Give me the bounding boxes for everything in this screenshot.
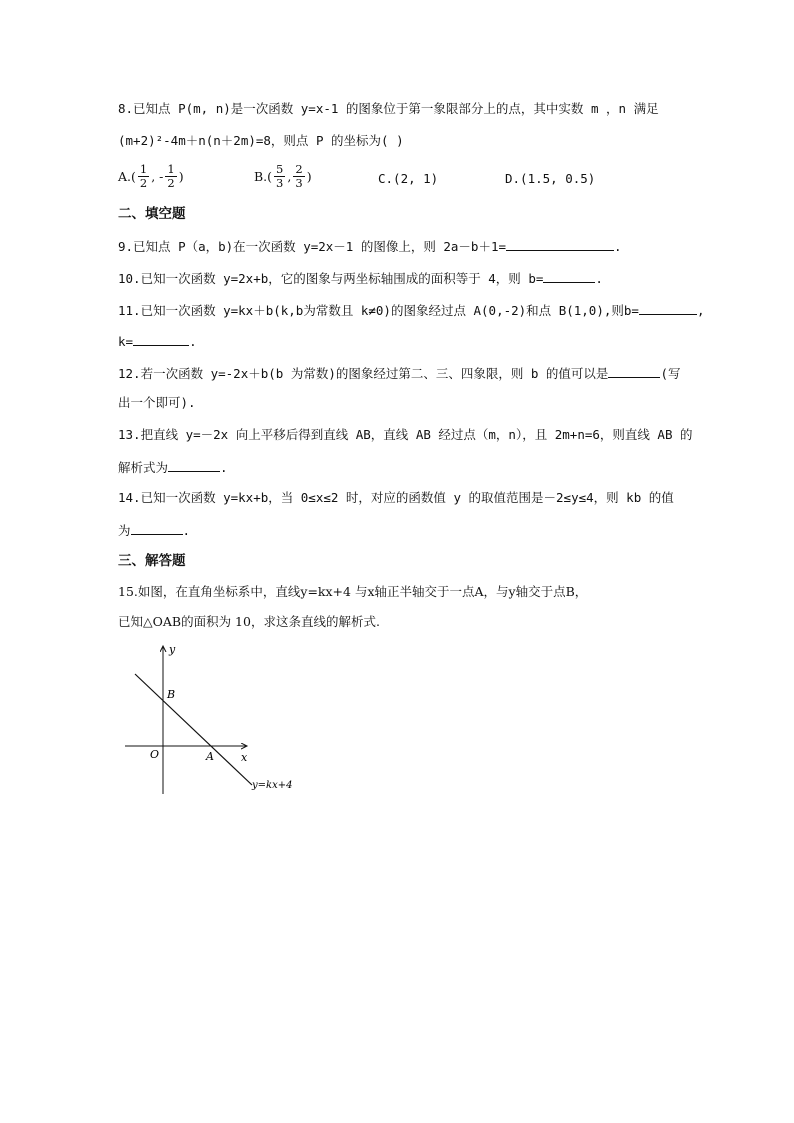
answer-blank[interactable] xyxy=(133,331,189,346)
answer-blank[interactable] xyxy=(608,363,660,378)
fraction: $\frac{5}{3}$ xyxy=(276,162,284,190)
q15-line1: 15.如图，在直角坐标系中，直线y=kx+4 与x轴正半轴交于一点A，与y轴交于点B， xyxy=(118,584,588,599)
q13-line1: 13.把直线 y=－2x 向上平移后得到直线 AB，直线 AB 经过点（m，n），且 2m+n=6，则直线 AB 的 xyxy=(118,427,693,442)
option-b-label: B.( xyxy=(254,169,273,184)
section-heading-solutions: 三、解答题 xyxy=(118,553,186,569)
q8-option-a[interactable]: A.( $\frac{1}{2}$ , - $\frac{1}{2}$ ) xyxy=(118,162,184,190)
q11: 11.已知一次函数 y=kx＋b(k,b为常数且 k≠0)的图象经过点 A(0,-2)和点 B(1,0),则b= , xyxy=(118,300,704,320)
q8-option-c[interactable]: C.(2, 1) xyxy=(378,171,439,186)
line-y-kx-plus-4 xyxy=(135,674,252,785)
q13-line2: 解析式为 . xyxy=(118,457,228,477)
q8-line1: 8.已知点 P(m, n)是一次函数 y=x-1 的图象位于第一象限部分上的点，其中实数 m ，n 满足 xyxy=(118,101,659,116)
section-heading-fill-in: 二、填空题 xyxy=(118,206,186,222)
fraction: $\frac{1}{2}$ xyxy=(139,162,148,190)
point-a-label: A xyxy=(206,750,214,763)
point-b-label: B xyxy=(167,688,176,701)
q8-line2: (m+2)²-4m＋n(n＋2m)=8，则点 P 的坐标为( ) xyxy=(118,133,404,148)
q15-line2: 已知△OAB的面积为 10，求这条直线的解析式. xyxy=(118,614,380,629)
answer-blank[interactable] xyxy=(543,268,595,283)
answer-blank[interactable] xyxy=(131,520,183,535)
q14-line1: 14.已知一次函数 y=kx+b，当 0≤x≤2 时，对应的函数值 y 的取值范围是－2≤y≤4，则 kb 的值 xyxy=(118,490,674,505)
origin-label: O xyxy=(150,748,160,761)
fraction: $\frac{1}{2}$ xyxy=(167,162,175,190)
y-axis-label: y xyxy=(169,643,176,656)
answer-blank[interactable] xyxy=(639,300,697,315)
q12-line2: 出一个即可). xyxy=(118,395,196,410)
option-a-label: A.( xyxy=(118,169,136,184)
q12: 12.若一次函数 y=-2x＋b(b 为常数)的图象经过第二、三、四象限，则 b 的值可以是 (写 xyxy=(118,363,680,383)
q10: 10.已知一次函数 y=2x+b，它的图象与两坐标轴围成的面积等于 4，则 b= . xyxy=(118,268,603,288)
answer-blank[interactable] xyxy=(506,236,614,251)
x-axis-label: x xyxy=(241,751,248,764)
line-equation-label: y=kx+4 xyxy=(252,780,293,791)
q14-line2: 为 . xyxy=(118,520,190,540)
fraction: $\frac{2}{3}$ xyxy=(295,162,303,190)
answer-blank[interactable] xyxy=(168,457,220,472)
q11-line2: k= . xyxy=(118,331,197,351)
q8-option-b[interactable]: B.( $\frac{5}{3}$ , $\frac{2}{3}$ ) xyxy=(254,162,312,190)
q9: 9.已知点 P（a，b)在一次函数 y=2x－1 的图像上，则 2a－b＋1= . xyxy=(118,236,622,256)
q8-option-d[interactable]: D.(1.5, 0.5) xyxy=(505,171,596,186)
coordinate-figure xyxy=(115,640,315,800)
